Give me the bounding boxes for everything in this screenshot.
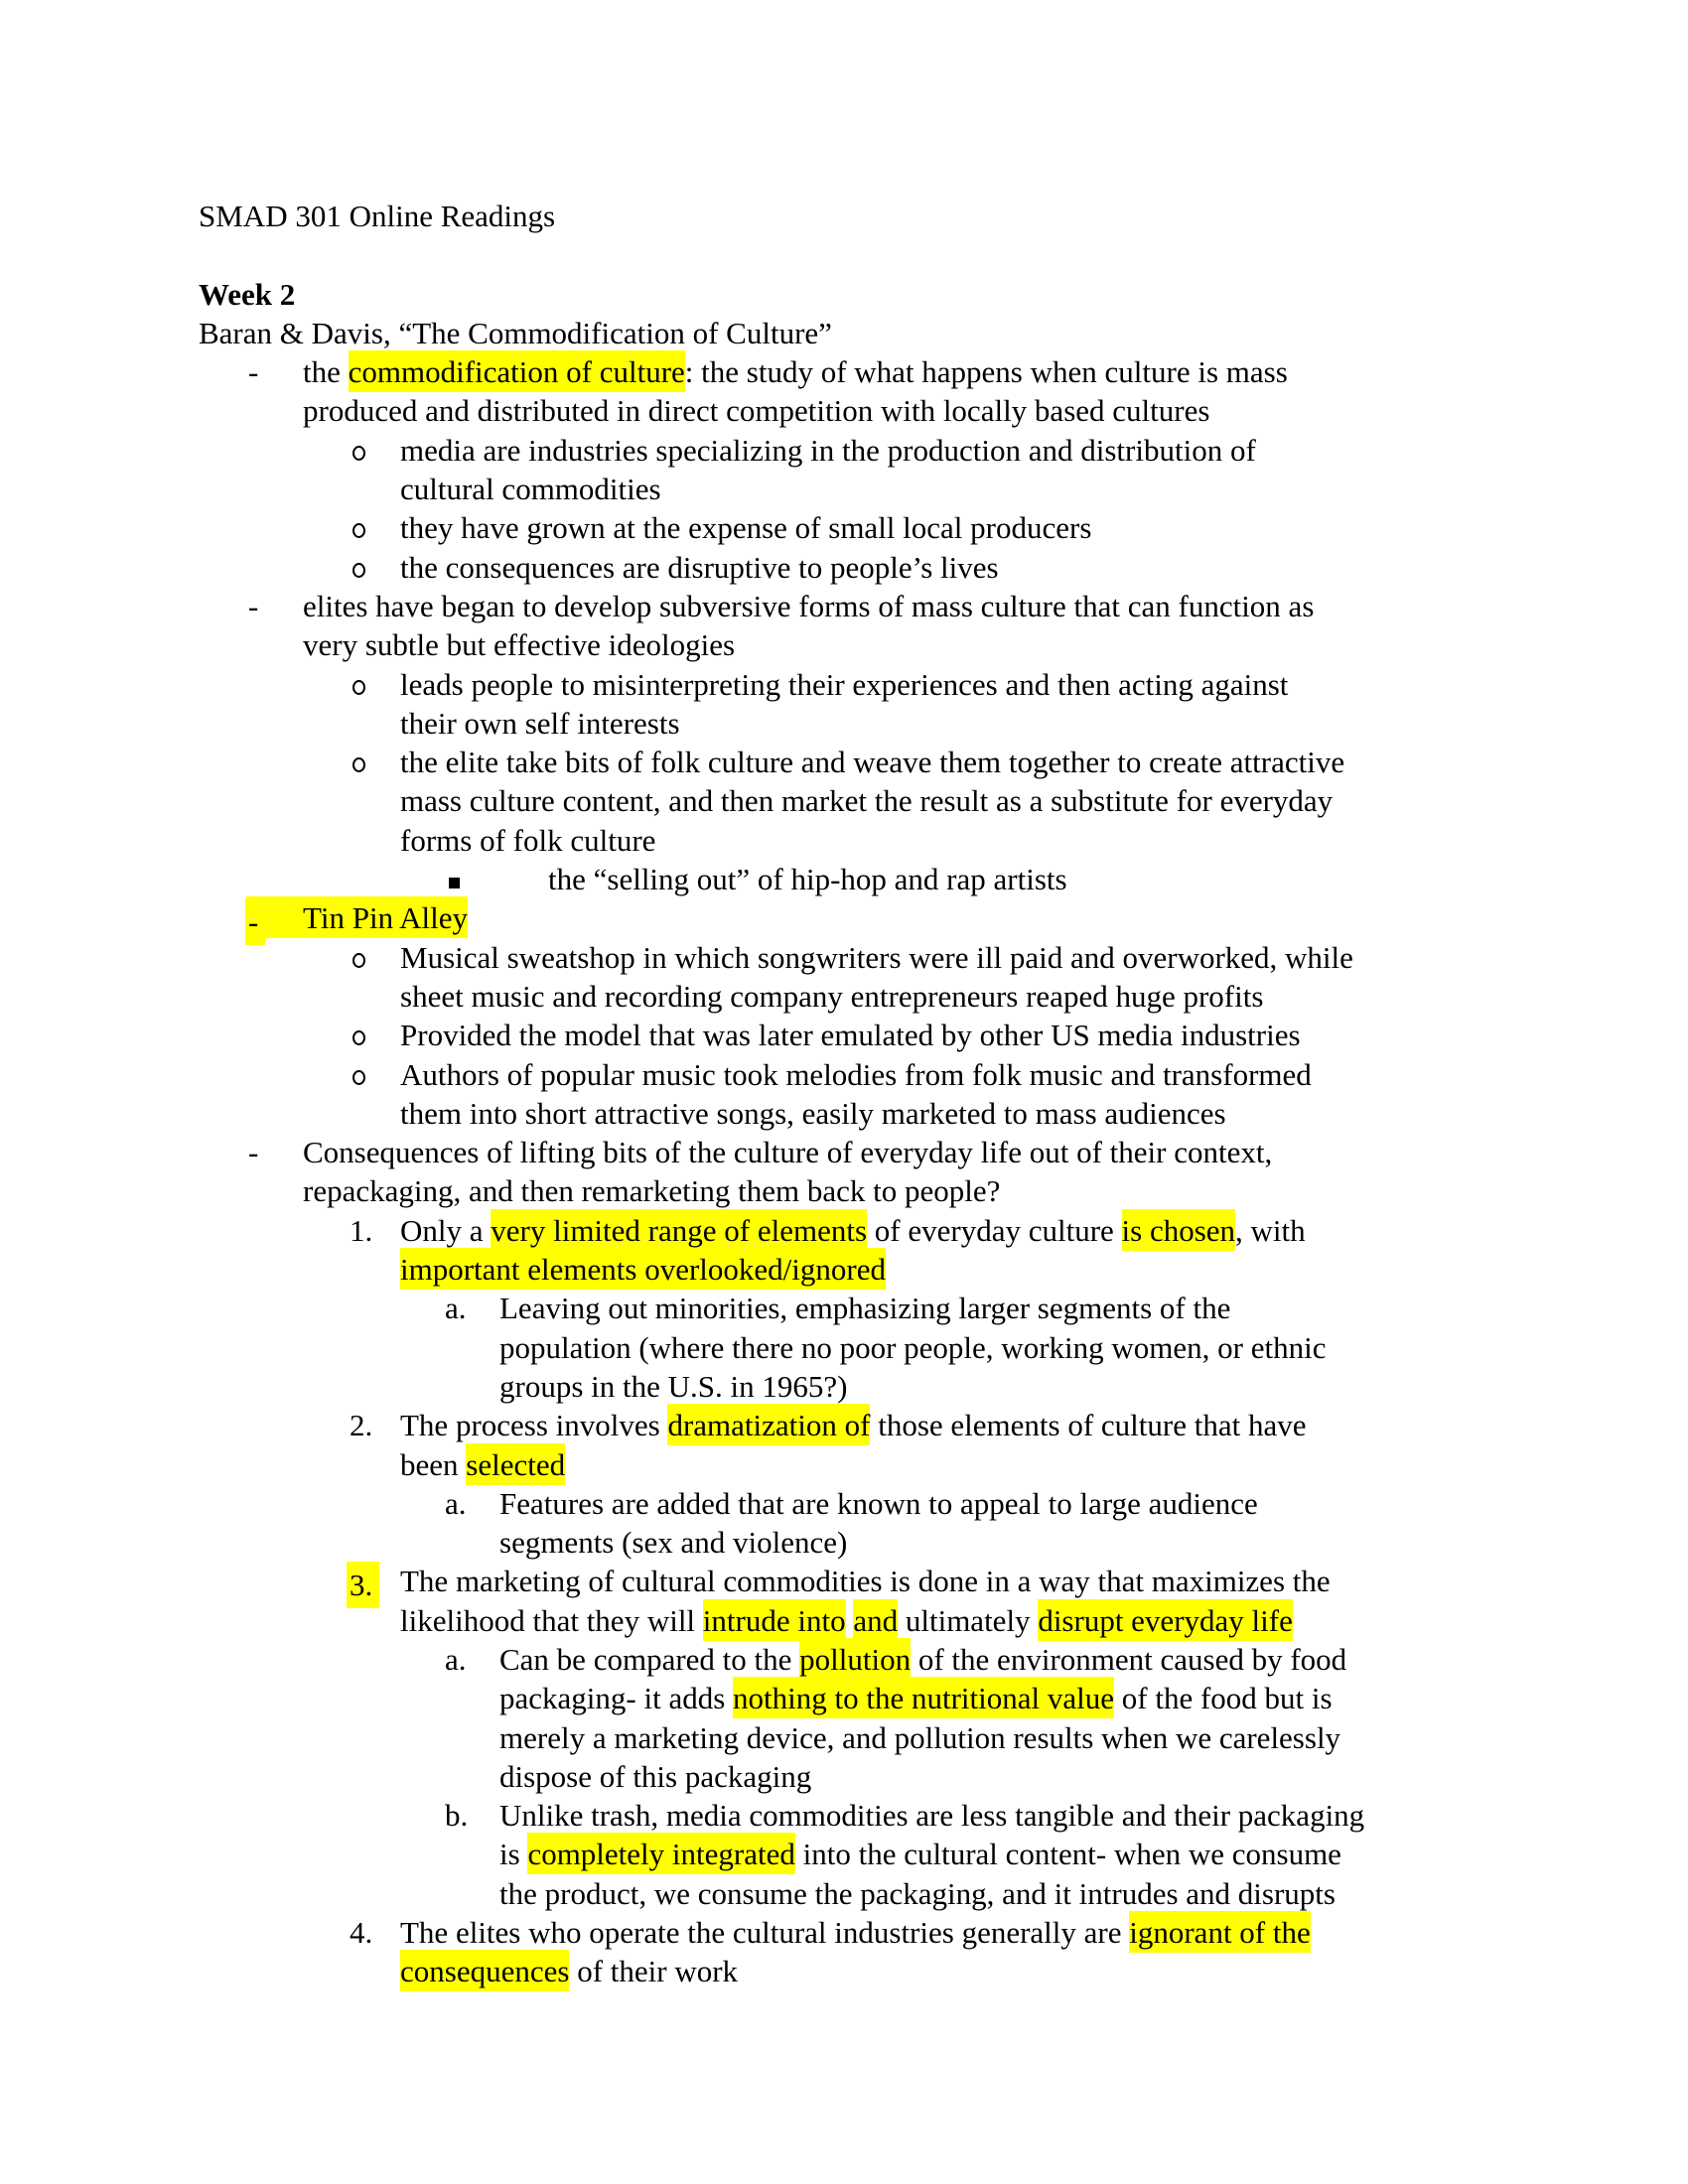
document-line <box>0 1484 1688 1523</box>
highlighted-text: disrupt everyday life <box>1038 1599 1293 1641</box>
dash-bullet-icon: - <box>248 588 259 623</box>
text-segment: elites have began to develop subversive forms of mass culture that can function as <box>303 588 1315 623</box>
text-segment: the elite take bits of folk culture and weave them together to create attractive <box>400 745 1345 780</box>
document-line <box>0 508 1688 547</box>
document-line <box>0 898 1688 940</box>
text-segment: produced and distributed in direct competition with locally based cultures <box>303 393 1210 429</box>
highlighted-text: very limited range of elements <box>491 1209 867 1251</box>
number-label: 3. <box>347 1562 379 1607</box>
document-line <box>0 1367 1688 1406</box>
circle-bullet-icon <box>352 523 365 538</box>
document-line <box>0 548 1688 587</box>
highlighted-text: and <box>853 1599 898 1641</box>
text-segment: the consequences are disruptive to people’s lives <box>400 549 999 585</box>
document-line <box>0 1718 1688 1757</box>
document-line <box>0 625 1688 664</box>
text-segment: those elements of culture that have <box>870 1408 1307 1443</box>
text-segment: The elites who operate the cultural industries generally are <box>400 1915 1130 1951</box>
highlighted-text: pollution <box>799 1638 911 1680</box>
letter-label: a. <box>445 1641 467 1677</box>
text-segment: Authors of popular music took melodies from folk music and transformed <box>400 1056 1312 1092</box>
text-segment: The process involves <box>400 1408 668 1443</box>
text-segment: sheet music and recording company entrepreneurs reaped huge profits <box>400 978 1264 1014</box>
document-line <box>0 1640 1688 1679</box>
text-segment: merely a marketing device, and pollution results when we carelessly <box>499 1719 1341 1755</box>
text-segment: , with <box>1235 1212 1306 1248</box>
text-segment: the <box>303 354 349 390</box>
document-line <box>0 704 1688 743</box>
document-line <box>0 1094 1688 1133</box>
document-line <box>0 1952 1688 1990</box>
document-line <box>0 860 1688 898</box>
document-line <box>0 1211 1688 1250</box>
highlighted-text: completely integrated <box>527 1833 794 1874</box>
text-segment: repackaging, and then remarketing them back to people? <box>303 1173 1001 1209</box>
highlighted-text: dramatization of <box>667 1404 870 1445</box>
circle-bullet-icon <box>352 446 365 461</box>
text-segment: of their work <box>569 1954 739 1989</box>
text-segment: of everyday culture <box>867 1212 1122 1248</box>
text-segment: packaging- it adds <box>499 1681 734 1716</box>
blank-line <box>0 235 1688 274</box>
document-line <box>0 470 1688 508</box>
highlighted-text: intrude into <box>703 1599 846 1641</box>
text-segment: mass culture content, and then market the result as a substitute for everyday <box>400 783 1334 819</box>
text-segment: Provided the model that was later emulated by other US media industries <box>400 1018 1301 1053</box>
text-segment: Features are added that are known to appeal to large audience <box>499 1485 1258 1521</box>
document-line <box>0 1796 1688 1835</box>
text-segment: dispose of this packaging <box>499 1758 812 1794</box>
highlighted-text: commodification of culture <box>349 350 685 392</box>
document-line <box>0 1562 1688 1603</box>
document-line <box>0 1328 1688 1367</box>
text-segment: is <box>499 1837 528 1872</box>
text-segment: them into short attractive songs, easily marketed to mass audiences <box>400 1095 1226 1131</box>
text-segment: Leaving out minorities, emphasizing larger segments of the <box>499 1291 1231 1326</box>
highlighted-text: ignorant of the <box>1129 1911 1311 1953</box>
text-segment: cultural commodities <box>400 472 661 507</box>
circle-bullet-icon <box>352 953 365 968</box>
document-line <box>0 1289 1688 1327</box>
document-line <box>0 1601 1688 1640</box>
letter-label: b. <box>445 1798 469 1834</box>
document-line <box>0 1016 1688 1054</box>
document-line <box>0 1250 1688 1289</box>
document-line <box>0 1445 1688 1484</box>
source-citation: Baran & Davis, “The Commodification of Culture” <box>199 315 832 350</box>
document-line <box>0 977 1688 1016</box>
document-line <box>0 1874 1688 1913</box>
document-line <box>0 1523 1688 1562</box>
document-line <box>0 587 1688 625</box>
document-line <box>0 1913 1688 1952</box>
dash-bullet-icon: - <box>245 898 265 944</box>
circle-bullet-icon <box>352 1030 365 1045</box>
circle-bullet-icon <box>352 680 365 695</box>
document-title: SMAD 301 Online Readings <box>199 199 556 233</box>
text-segment: likelihood that they will <box>400 1602 703 1638</box>
text-segment: been <box>400 1446 467 1482</box>
document-line <box>0 821 1688 860</box>
text-segment: segments (sex and violence) <box>499 1525 848 1561</box>
letter-label: a. <box>445 1291 467 1326</box>
dash-bullet-icon: - <box>248 354 259 390</box>
text-segment: into the cultural content- when we consume <box>794 1837 1341 1872</box>
text-segment: of the environment caused by food <box>911 1641 1347 1677</box>
text-segment: leads people to misinterpreting their experiences and then acting against <box>400 666 1289 702</box>
text-segment: forms of folk culture <box>400 822 656 858</box>
text-segment: very subtle but effective ideologies <box>303 627 736 663</box>
text-segment: the product, we consume the packaging, and it intrudes and disrupts <box>499 1875 1336 1911</box>
highlighted-text: consequences <box>400 1950 569 1991</box>
document-line <box>0 391 1688 430</box>
circle-bullet-icon <box>352 563 365 578</box>
text-segment: Only a <box>400 1212 492 1248</box>
document-line <box>0 1679 1688 1717</box>
document-line <box>0 743 1688 781</box>
text-segment: : the study of what happens when culture is mass <box>684 354 1288 390</box>
highlighted-text: Tin Pin Alley <box>246 896 468 938</box>
highlighted-text: nothing to the nutritional value <box>733 1677 1114 1718</box>
text-segment: groups in the U.S. in 1965?) <box>499 1368 848 1404</box>
text-segment: Consequences of lifting bits of the culture of everyday life out of their context, <box>303 1135 1273 1170</box>
document-line <box>0 352 1688 391</box>
document-line <box>0 1133 1688 1171</box>
number-label: 4. <box>350 1915 373 1951</box>
document-line <box>0 781 1688 820</box>
document-line <box>0 431 1688 470</box>
text-segment: of the food but is <box>1114 1681 1333 1716</box>
document-line <box>0 1406 1688 1444</box>
text-segment: Can be compared to the <box>499 1641 800 1677</box>
document-body <box>0 352 1688 1990</box>
text-segment: they have grown at the expense of small local producers <box>400 510 1092 546</box>
number-label: 1. <box>350 1212 373 1248</box>
letter-label: a. <box>445 1485 467 1521</box>
week-heading: Week 2 <box>199 276 296 312</box>
document-line <box>0 1055 1688 1094</box>
text-segment: ultimately <box>898 1602 1039 1638</box>
highlighted-text: is chosen <box>1122 1209 1236 1251</box>
document-content <box>0 197 1688 1991</box>
dash-bullet-icon: - <box>248 1135 259 1170</box>
text-segment: media are industries specializing in the production and distribution of <box>400 432 1256 468</box>
highlighted-text: important elements overlooked/ignored <box>400 1248 886 1290</box>
text-segment: the “selling out” of hip-hop and rap artists <box>548 862 1067 897</box>
text-segment: population (where there no poor people, working women, or ethnic <box>499 1329 1327 1365</box>
square-bullet-icon <box>449 878 460 888</box>
text-segment: Musical sweatshop in which songwriters were ill paid and overworked, while <box>400 939 1353 975</box>
circle-bullet-icon <box>352 757 365 772</box>
document-line <box>0 665 1688 704</box>
text-segment: The marketing of cultural commodities is done in a way that maximizes the <box>400 1564 1331 1599</box>
document-line <box>0 1757 1688 1796</box>
document-line <box>0 1835 1688 1873</box>
document-line <box>0 1171 1688 1210</box>
highlighted-text: selected <box>466 1443 565 1485</box>
circle-bullet-icon <box>352 1070 365 1085</box>
number-label: 2. <box>350 1408 373 1443</box>
text-segment: their own self interests <box>400 705 680 741</box>
text-segment: Unlike trash, media commodities are less tangible and their packaging <box>499 1798 1365 1834</box>
